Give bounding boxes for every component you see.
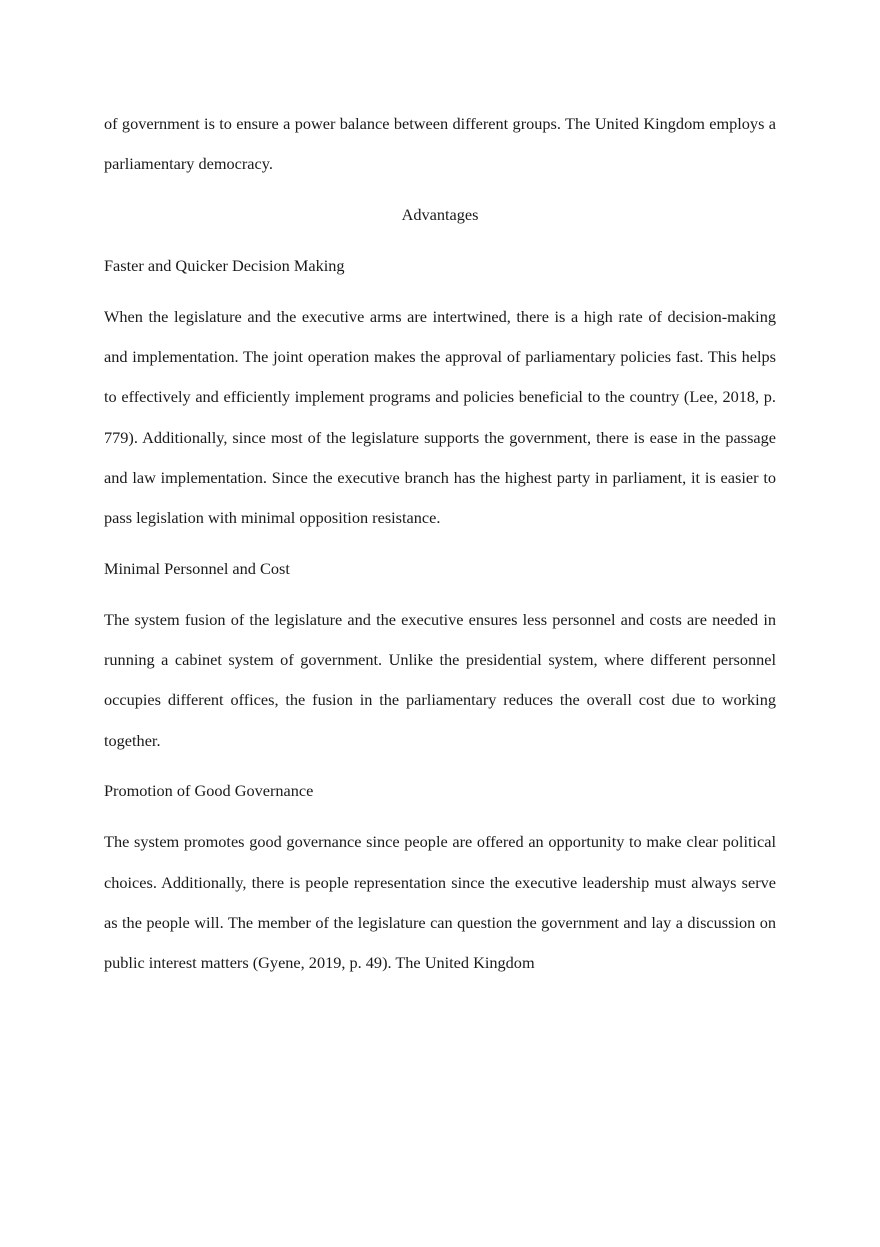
subsection-heading-decision-making: Faster and Quicker Decision Making	[104, 255, 345, 275]
subsection-heading-good-governance: Promotion of Good Governance	[104, 781, 314, 801]
subsection-body-good-governance: The system promotes good governance since people are offered an opportunity to make clear political choices. Additionally, there is people representation since the executive leadership must always serve as the people will. The member of the legislature can question the government and lay a discussion on public interest matters (Gyene, 2019, p. 49). The United Kingdom	[104, 832, 776, 973]
subsection-body-personnel-cost: The system fusion of the legislature and the executive ensures less personnel and costs are needed in running a cabinet system of government. Unlike the presidential system, where different personnel occupies different offices, the fusion in the parliamentary reduces the overall cost due to working together.	[104, 609, 776, 750]
subsection-heading-personnel-cost: Minimal Personnel and Cost	[104, 558, 290, 578]
section-title: Advantages	[401, 205, 479, 225]
document-page	[104, 104, 776, 994]
subsection-body-decision-making: When the legislature and the executive arms are intertwined, there is a high rate of decision-making and implementation. The joint operation makes the approval of parliamentary policies fast. This helps to effectively and efficiently implement programs and policies beneficial to the country (Lee, 2018, p. 779). Additionally, since most of the legislature supports the government, there is ease in the passage and law implementation. Since the executive branch has the highest party in parliament, it is easier to pass legislation with minimal opposition resistance.	[104, 306, 776, 528]
intro-paragraph: of government is to ensure a power balance between different groups. The United Kingdom employs a parliamentary democracy.	[104, 114, 776, 174]
